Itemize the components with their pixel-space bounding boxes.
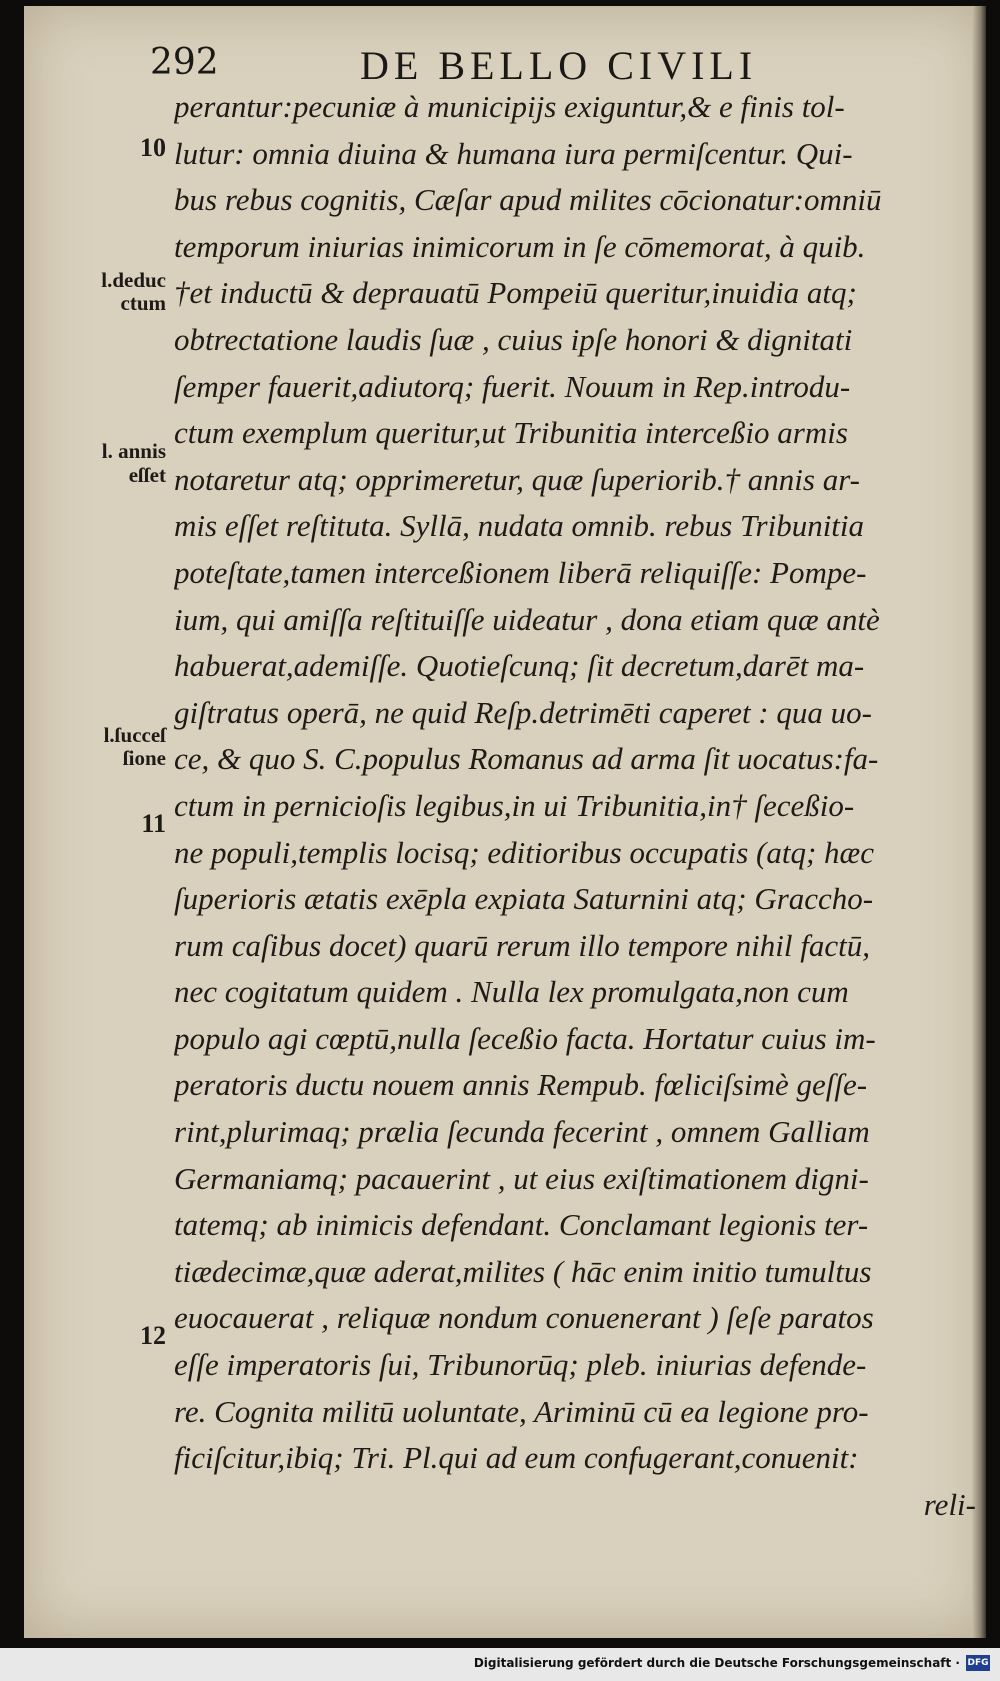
text-line: re. Cognita militū uoluntate, Ariminū cū ea legione pro-: [174, 1393, 869, 1429]
page-number: 292: [150, 42, 219, 83]
body-text: [174, 84, 976, 1528]
margin-note-annis: l. annis: [101, 439, 166, 463]
dfg-logo: DFG: [966, 1655, 990, 1671]
margin-note-esset: eſſet: [128, 463, 166, 487]
text-line: giſtratus operā, ne quid Reſp.detrimēti caperet : qua uo-: [174, 694, 872, 730]
text-line: †et inductū & deprauatū Pompeiū queritur,inuidia atq;: [174, 275, 857, 311]
margin-line-number-12: 12: [140, 1321, 166, 1350]
margin-note-successione: l.ſucceſ: [103, 723, 166, 747]
text-line: euocauerat , reliquæ nondum conuenerant ) ſeſe paratos: [174, 1300, 874, 1336]
text-line: tatemq; ab inimicis defendant. Conclamant legionis ter-: [174, 1207, 869, 1243]
text-line: Germaniamq; pacauerint , ut eius exiſtimationem digni-: [174, 1160, 869, 1196]
text-line: ne populi,templis locisq; editioribus occupatis (atq; hæc: [174, 834, 874, 870]
margin-note-deductum: l.deduc: [101, 268, 166, 292]
text-line: mis eſſet reſtituta. Syllā, nudata omnib. rebus Tribunitia: [174, 508, 865, 544]
text-line: ctum exemplum queritur,ut Tribunitia interceßio armis: [174, 415, 848, 451]
margin-note-deductum-cont: ctum: [120, 291, 166, 315]
text-line: temporum iniurias inimicorum in ſe cōmemorat, à quib.: [174, 228, 866, 264]
text-line: ctum in pernicioſis legibus,in ui Tribunitia,in† ſeceßio-: [174, 787, 855, 823]
text-line: ce, & quo S. C.populus Romanus ad arma ſit uocatus:fa-: [174, 741, 879, 777]
text-line: lutur: omnia diuina & humana iura permiſcentur. Qui-: [174, 135, 853, 171]
funding-credit: Digitalisierung gefördert durch die Deutsche Forschungsgemeinschaft ·: [473, 1656, 960, 1670]
text-line: bus rebus cognitis, Cæſar apud milites cōcionatur:omniū: [174, 182, 882, 218]
text-line: peratoris ductu nouem annis Rempub. fœliciſsimè geſſe-: [174, 1067, 868, 1103]
running-title: DE BELLO CIVILI: [360, 43, 758, 88]
margin-note-successione-cont: ſione: [122, 746, 166, 770]
text-line: ſemper fauerit,adiutorq; fuerit. Nouum in Rep.introdu-: [174, 368, 851, 404]
catchword: reli-: [923, 1486, 976, 1522]
margin-line-number-11: 11: [141, 809, 166, 838]
book-page: [24, 6, 986, 1638]
text-line: populo agi cœptū,nulla ſeceßio facta. Hortatur cuius im-: [174, 1020, 876, 1056]
text-line: habuerat,ademiſſe. Quotieſcunq; ſit decretum,darēt ma-: [174, 648, 865, 684]
text-line: ium, qui amiſſa reſtituiſſe uideatur , dona etiam quæ antè: [174, 601, 880, 637]
text-line: tiædecimæ,quæ aderat,milites ( hāc enim initio tumultus: [174, 1253, 872, 1289]
text-line: ſuperioris ætatis exēpla expiata Saturnini atq; Graccho-: [174, 881, 874, 917]
text-line: eſſe imperatoris ſui, Tribunorūq; pleb. iniurias defende-: [174, 1347, 867, 1383]
text-line: obtrectatione laudis ſuæ , cuius ipſe honori & dignitati: [174, 321, 853, 357]
margin-line-number-10: 10: [140, 133, 166, 162]
text-line: nec cogitatum quidem . Nulla lex promulgata,non cum: [174, 974, 849, 1010]
text-line: rint,plurimaq; prælia ſecunda fecerint , omnem Galliam: [174, 1114, 870, 1150]
text-line: poteſtate,tamen interceßionem liberā reliquiſſe: Pompe-: [174, 554, 867, 590]
digitization-footer: [0, 1648, 1000, 1681]
text-line: rum caſibus docet) quarū rerum illo tempore nihil factū,: [174, 927, 870, 963]
text-line: notaretur atq; opprimeretur, quæ ſuperiorib.† annis ar-: [174, 461, 860, 497]
text-line: perantur:pecuniæ à municipijs exiguntur,& e finis tol-: [174, 89, 845, 124]
text-line: ficiſcitur,ibiq; Tri. Pl.qui ad eum confugerant,conuenit:: [174, 1440, 859, 1476]
